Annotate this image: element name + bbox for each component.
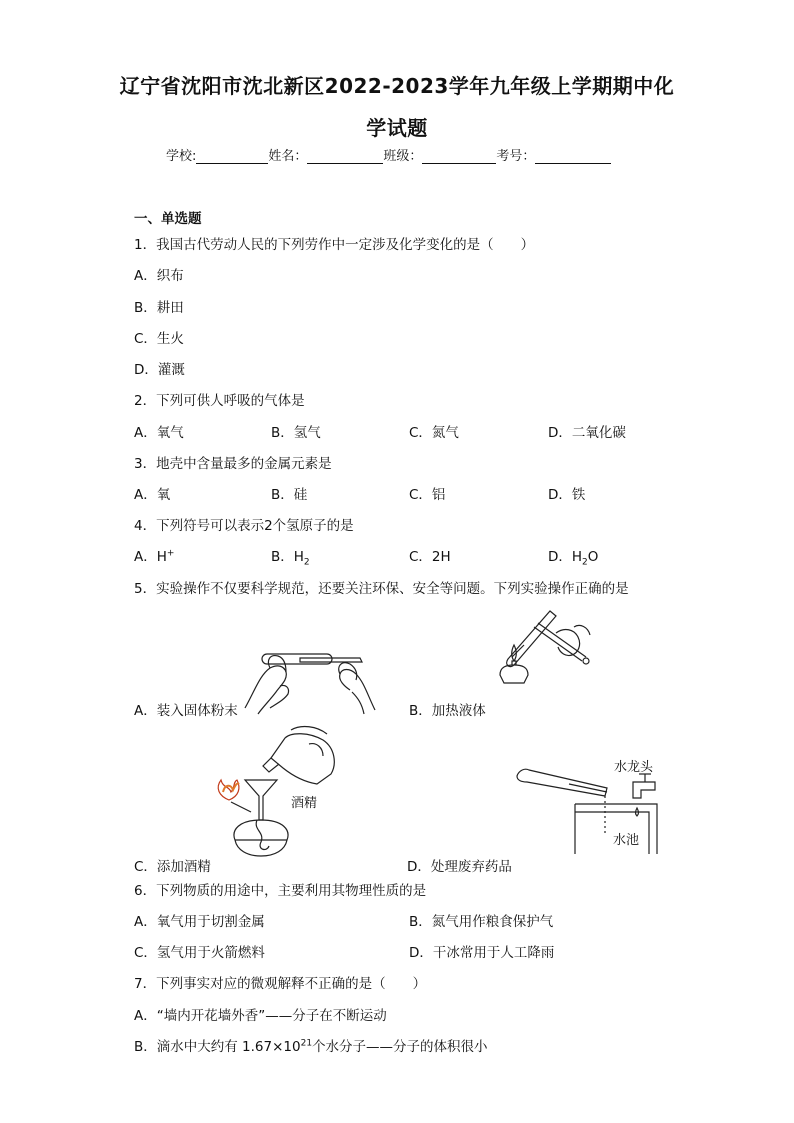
- q7-option-a: A．“墙内开花墙外香”——分子在不断运动: [134, 1008, 387, 1024]
- q1-stem: 1．我国古代劳动人民的下列劳作中一定涉及化学变化的是（ ）: [134, 237, 535, 253]
- q4-option-b-sub: 2: [303, 557, 310, 568]
- q1-option-c: C．生火: [134, 331, 184, 347]
- q2-option-c: C．氮气: [409, 425, 459, 441]
- exam-title-line1: 辽宁省沈阳市沈北新区2022-2023学年九年级上学期期中化: [119, 74, 675, 98]
- q4-option-d-sub: 2: [582, 557, 588, 568]
- name-label: 姓名：: [268, 149, 308, 164]
- q5-option-b: B．加热液体: [409, 703, 486, 719]
- q6-option-d: D．干冰常用于人工降雨: [409, 945, 555, 961]
- q6-option-c: C．氢气用于火箭燃料: [134, 945, 265, 961]
- q1-option-d: D．灌溉: [134, 362, 185, 378]
- q4-option-a: [134, 545, 174, 565]
- id-field[interactable]: [535, 149, 611, 164]
- q1-option-b: B．耕田: [134, 300, 184, 316]
- q5-option-a: A．装入固体粉末: [134, 703, 238, 719]
- q3-option-a: A．氧: [134, 487, 171, 503]
- q3-stem: 3．地壳中含量最多的金属元素是: [134, 456, 332, 472]
- q4-option-d-text: D．H: [548, 549, 583, 565]
- q7-option-b-pre: B．滴水中大约有 1.67×10: [134, 1039, 301, 1055]
- q5-option-c: C．添加酒精: [134, 859, 211, 875]
- q2-option-a: A．氧气: [134, 425, 184, 441]
- q4-option-b: [271, 545, 310, 568]
- q2-option-d: D．二氧化碳: [548, 425, 626, 441]
- q6-option-a: A．氧气用于切割金属: [134, 914, 265, 930]
- q5-stem: 5．实验操作不仅要科学规范，还要关注环保、安全等问题。下列实验操作正确的是: [134, 581, 629, 597]
- q3-option-b: B．硅: [271, 487, 308, 503]
- q4-option-c: C．2H: [409, 549, 451, 565]
- figure-powder-loading: [240, 620, 380, 715]
- name-field[interactable]: [307, 149, 383, 164]
- class-field[interactable]: [422, 149, 496, 164]
- student-info-row: [166, 145, 611, 164]
- label-alcohol: 酒精: [291, 796, 318, 811]
- school-label: 学校:: [166, 149, 197, 164]
- q2-option-b: B．氢气: [271, 425, 321, 441]
- q7-option-b-sup: 21: [300, 1038, 313, 1049]
- q4-option-a-text: A．H: [134, 549, 167, 565]
- label-faucet: 水龙头: [614, 760, 654, 775]
- q7-stem: 7．下列事实对应的微观解释不正确的是（ ）: [134, 976, 427, 992]
- q6-option-b: B．氮气用作粮食保护气: [409, 914, 554, 930]
- figure-adding-alcohol: [205, 722, 345, 867]
- figure-heating-liquid: [490, 605, 600, 685]
- figure-discard-waste: [515, 762, 665, 857]
- q4-option-b-text: B．H: [271, 549, 304, 565]
- id-label: 考号：: [496, 149, 536, 164]
- q4-stem: 4．下列符号可以表示2个氢原子的是: [134, 518, 354, 534]
- q4-option-a-sup: +: [166, 548, 175, 559]
- q6-stem: 6．下列物质的用途中，主要利用其物理性质的是: [134, 883, 427, 899]
- school-field[interactable]: [196, 149, 268, 164]
- class-label: 班级：: [383, 149, 423, 164]
- label-sink: 水池: [613, 833, 640, 848]
- q3-option-d: D．铁: [548, 487, 586, 503]
- section-title: 一、单选题: [134, 211, 202, 227]
- q3-option-c: C．铝: [409, 487, 446, 503]
- q2-stem: 2．下列可供人呼吸的气体是: [134, 393, 305, 409]
- q4-option-d: [548, 545, 598, 568]
- q5-option-d: D．处理废弃药品: [407, 859, 512, 875]
- q1-option-a: A．织布: [134, 268, 184, 284]
- q4-option-d-tail: O: [587, 549, 599, 565]
- q7-option-b-post: 个水分子——分子的体积很小: [312, 1039, 488, 1055]
- q7-option-b: [134, 1035, 488, 1055]
- exam-title-line2: 学试题: [366, 116, 428, 140]
